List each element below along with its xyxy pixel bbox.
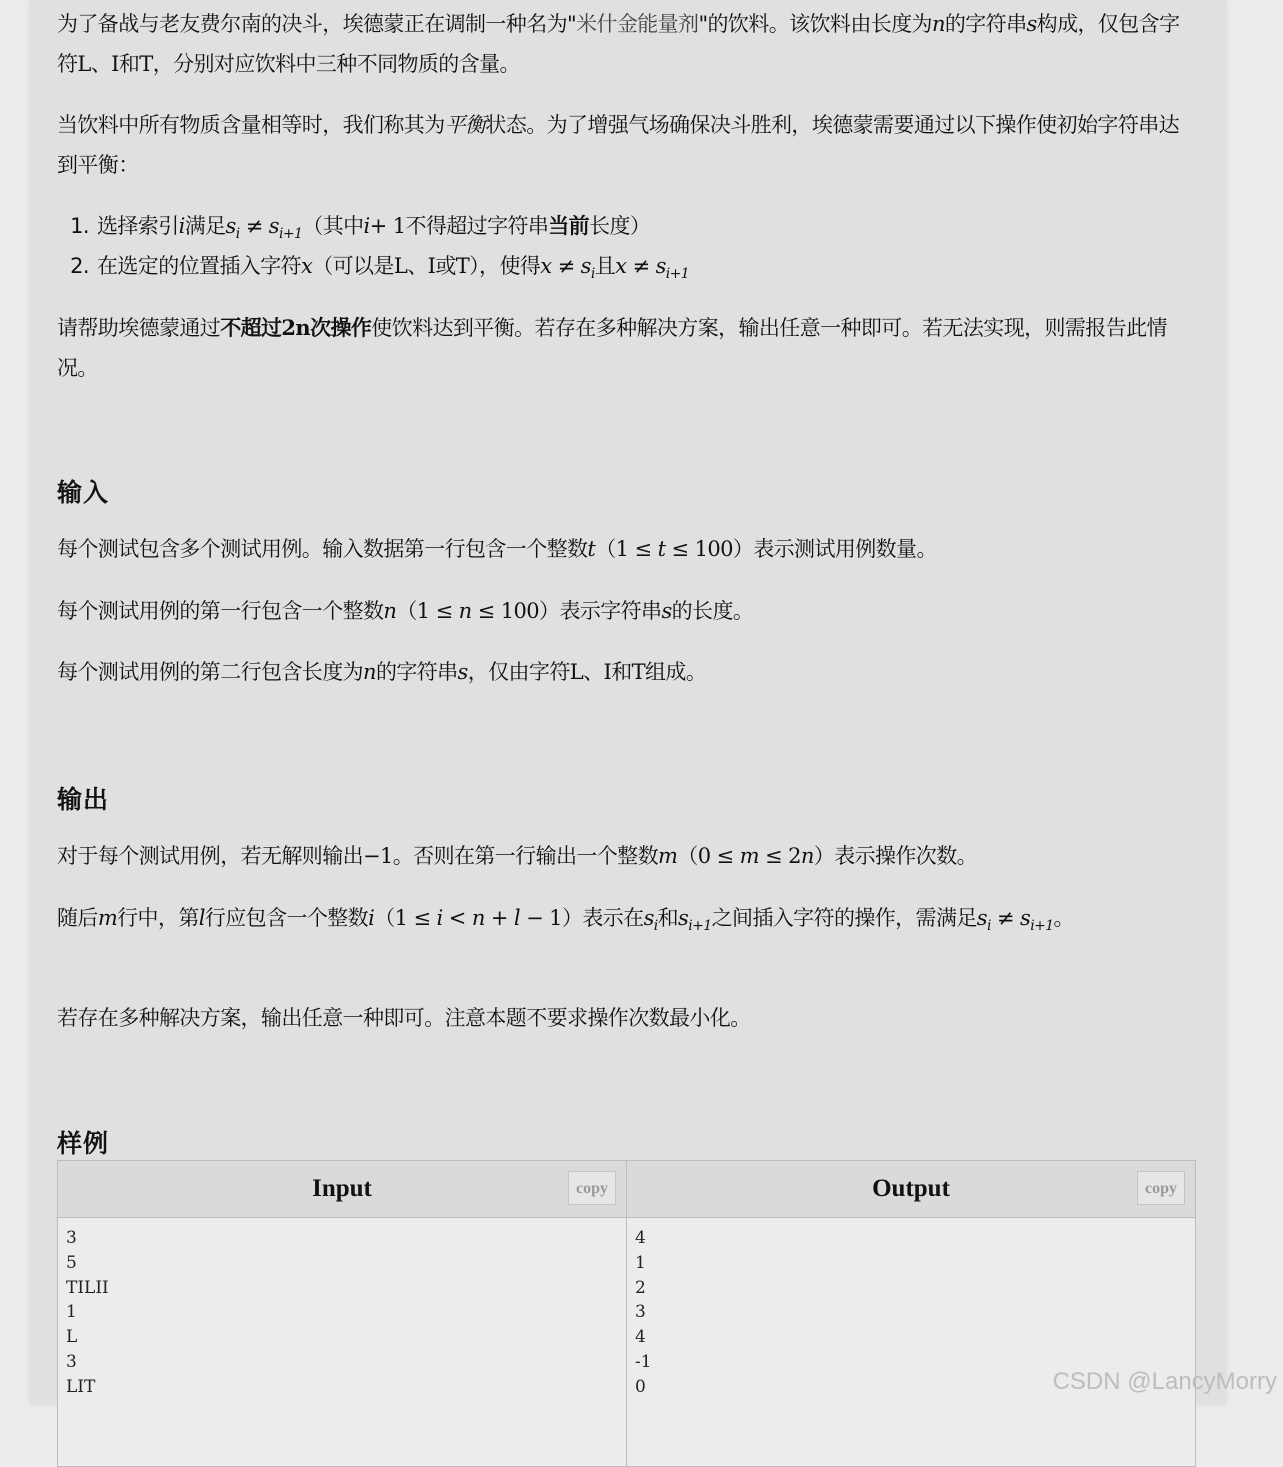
input-paragraph-3: 每个测试用例的第二行包含长度为n的字符串s，仅由字符L、I和T组成。: [57, 660, 707, 684]
sample-input-line: 5: [66, 1252, 77, 1273]
operation-item-2: 2. 在选定的位置插入字符x（可以是L、I或T），使得$x \ne s_i$且$x \ne s_{i+1}$: [95, 246, 1195, 286]
statement-paragraph-3: 请帮助埃德蒙通过不超过2n次操作使饮料达到平衡。若存在多种解决方案，输出任意一种即可。若无法实现，则需报告此情况。: [57, 315, 1167, 380]
output-paragraph-1: 对于每个测试用例，若无解则输出−1。否则在第一行输出一个整数m（0 ≤ m ≤ 2n）表示操作次数。: [57, 844, 978, 868]
sample-heading: 样例: [57, 1129, 110, 1158]
sample-output-line: 2: [635, 1277, 646, 1298]
output-paragraph-2: 随后m行中，第l行应包含一个整数i（1 ≤ i < n + l − 1）表示在$s_i$和$s_{i+1}$之间插入字符的操作，需满足$s_i \ne s_{i+1}$。: [57, 906, 1074, 934]
sample-output-line: 1: [635, 1252, 646, 1273]
statement-paragraph-2: 当饮料中所有物质含量相等时，我们称其为平衡状态。为了增强气场确保决斗胜利，埃德蒙需要通过以下操作使初始字符串达到平衡：: [57, 113, 1180, 177]
sample-input-cell[interactable]: [58, 1218, 627, 1467]
sample-input-line: LIT: [66, 1376, 96, 1397]
sample-output-line: 0: [635, 1376, 646, 1397]
sample-output-line: 4: [635, 1228, 646, 1248]
input-paragraph-2: 每个测试用例的第一行包含一个整数n（1 ≤ n ≤ 100）表示字符串s的长度。: [57, 599, 754, 623]
csdn-watermark: CSDN @LancyMorry: [1052, 1368, 1277, 1395]
sample-input-line: 3: [66, 1228, 77, 1248]
input-heading: 输入: [57, 478, 110, 507]
sample-output-line: 3: [635, 1302, 646, 1323]
problem-panel: [30, 0, 1226, 1404]
sample-output-line: 4: [635, 1327, 646, 1348]
operations-list: [57, 206, 1195, 286]
operation-item-1: 1. 选择索引i满足$s_i \ne s_{i+1}$（其中i+ 1不得超过字符串当前长度）: [95, 206, 1195, 246]
statement-paragraph-1: 为了备战与老友费尔南的决斗，埃德蒙正在调制一种名为"米什金能量剂"的饮料。该饮料由长度为n的字符串s构成，仅包含字符L、I和T，分别对应饮料中三种不同物质的含量。: [57, 12, 1180, 76]
sample-output-header: [627, 1161, 1196, 1218]
sample-input-line: 3: [66, 1351, 77, 1372]
copy-output-button[interactable]: copy: [1137, 1171, 1185, 1205]
output-heading: 输出: [57, 785, 110, 814]
sample-input-line: 1: [66, 1302, 77, 1323]
sample-input-line: TILII: [66, 1277, 109, 1298]
sample-output-line: -1: [635, 1351, 652, 1372]
output-header-label: Output: [872, 1175, 950, 1202]
input-paragraph-1: 每个测试包含多个测试用例。输入数据第一行包含一个整数t（1 ≤ t ≤ 100）表示测试用例数量。: [57, 537, 937, 561]
output-paragraph-3: 若存在多种解决方案，输出任意一种即可。注意本题不要求操作次数最小化。: [57, 1006, 751, 1030]
sample-input-line: L: [66, 1327, 78, 1348]
input-header-label: Input: [312, 1175, 372, 1202]
sample-table: [57, 1160, 1196, 1467]
sample-input-header: [58, 1161, 627, 1218]
copy-input-button[interactable]: copy: [568, 1171, 616, 1205]
sample-output-cell[interactable]: [627, 1218, 1196, 1467]
